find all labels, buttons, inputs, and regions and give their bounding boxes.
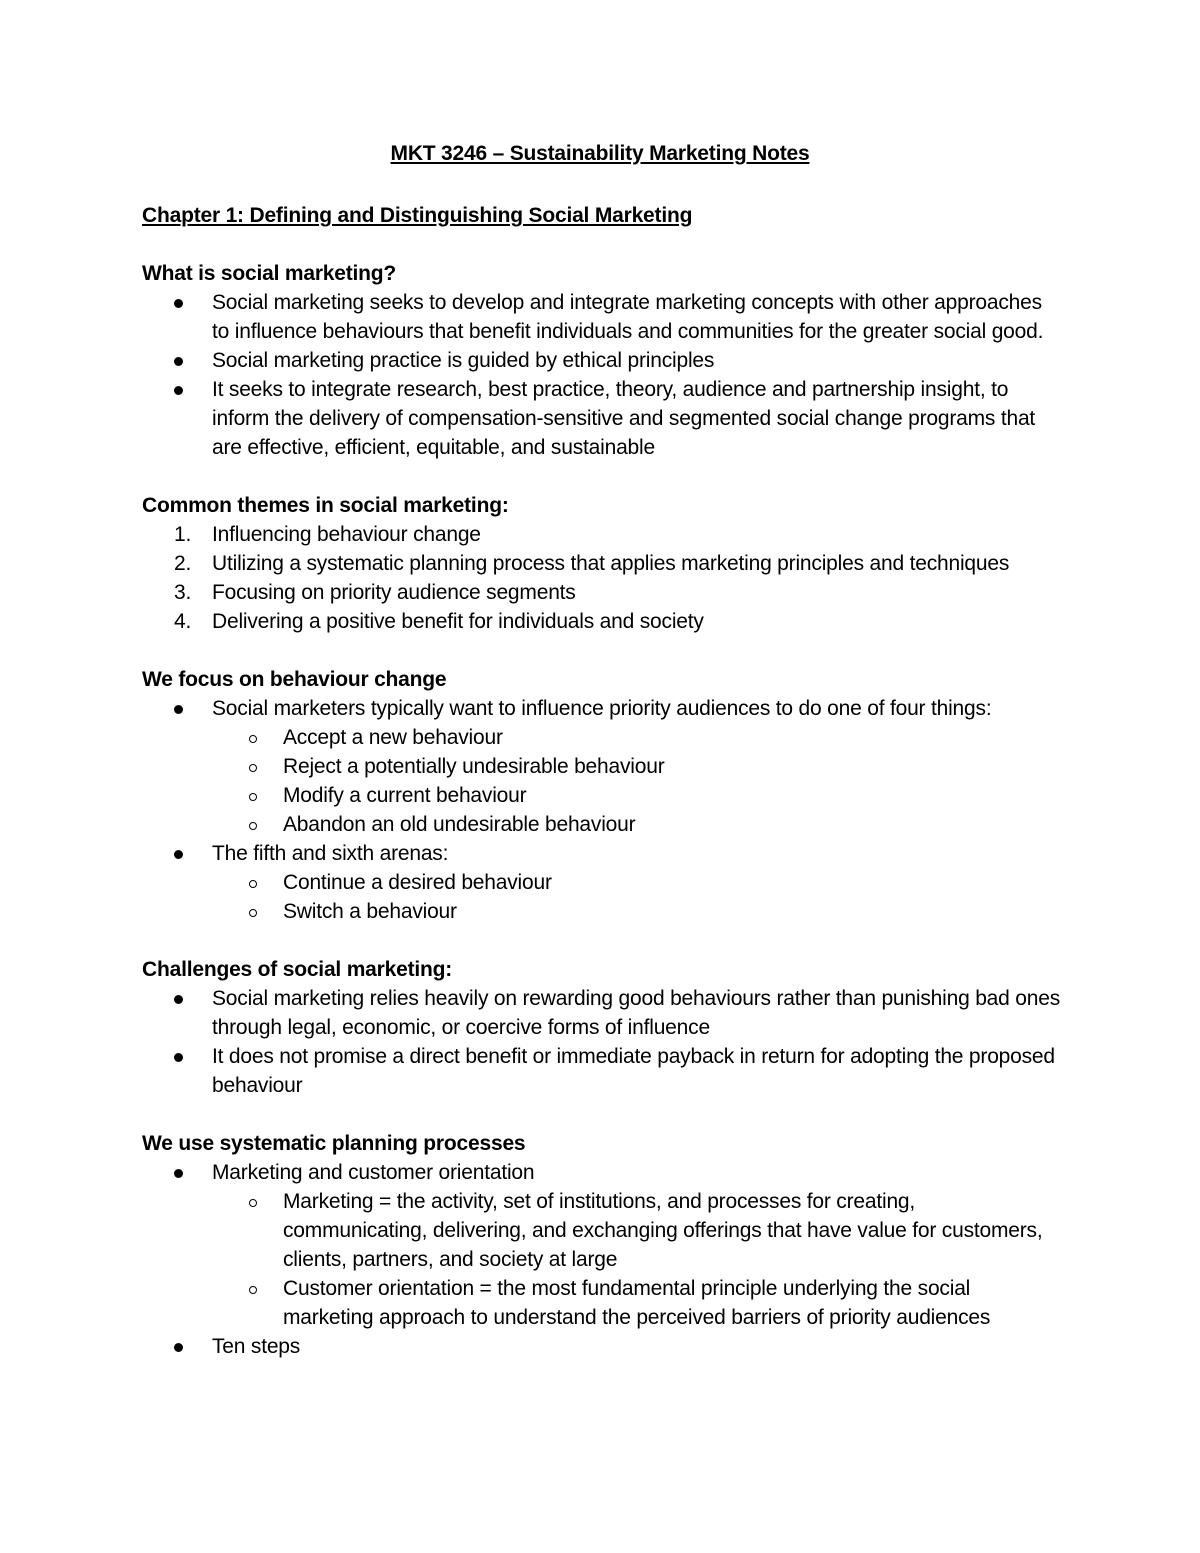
sub-bullet-list (142, 1187, 1062, 1332)
list-item-text: Focusing on priority audience segments (212, 581, 576, 604)
sub-list-item: Customer orientation = the most fundamental principle underlying the social marketing approach to understand the perceived barriers of priority audiences (142, 1274, 1062, 1332)
list-item-text: Social marketers typically want to influence priority audiences to do one of four things: (212, 697, 992, 720)
list-item: It does not promise a direct benefit or immediate payback in return for adopting the proposed behaviour (142, 1042, 1062, 1100)
bullet-list (142, 1158, 1062, 1361)
list-item (142, 694, 1062, 839)
list-number: 3. (174, 581, 192, 604)
list-item (142, 1158, 1062, 1332)
list-number: 1. (174, 523, 192, 546)
list-item-text: Influencing behaviour change (212, 523, 481, 546)
list-item (142, 839, 1062, 926)
list-number: 2. (174, 552, 192, 575)
list-item: Ten steps (142, 1332, 1062, 1361)
document-title: MKT 3246 – Sustainability Marketing Notes (390, 142, 810, 165)
list-item-text: The fifth and sixth arenas: (212, 842, 449, 865)
sub-list-item: Reject a potentially undesirable behaviour (142, 752, 1062, 781)
bullet-list (142, 984, 1062, 1100)
sub-list-item: Accept a new behaviour (142, 723, 1062, 752)
list-item-text: Delivering a positive benefit for individuals and society (212, 610, 704, 633)
numbered-list (142, 520, 1062, 636)
list-item (142, 520, 1062, 549)
list-item-text: Utilizing a systematic planning process that applies marketing principles and techniques (212, 552, 1010, 575)
list-item (142, 549, 1062, 578)
sub-list-item: Modify a current behaviour (142, 781, 1062, 810)
list-item (142, 578, 1062, 607)
section-heading: Challenges of social marketing: (142, 958, 453, 981)
list-item (142, 607, 1062, 636)
section-heading: We focus on behaviour change (142, 668, 447, 691)
chapter-heading: Chapter 1: Defining and Distinguishing Social Marketing (142, 204, 693, 227)
section-heading: What is social marketing? (142, 262, 397, 285)
sub-list-item: Marketing = the activity, set of institutions, and processes for creating, communicating, delivering, and exchanging offerings that have value for customers, clients, partners, and society at large (142, 1187, 1062, 1274)
list-number: 4. (174, 610, 192, 633)
sub-list-item: Switch a behaviour (142, 897, 1062, 926)
section-heading: Common themes in social marketing: (142, 494, 509, 517)
sub-list-item: Abandon an old undesirable behaviour (142, 810, 1062, 839)
bullet-list (142, 694, 1062, 926)
sub-bullet-list (142, 868, 1062, 926)
sub-list-item: Continue a desired behaviour (142, 868, 1062, 897)
section-what-is-social-marketing (142, 259, 1062, 462)
section-planning-processes (142, 1129, 1062, 1361)
list-item-text: Marketing and customer orientation (212, 1161, 535, 1184)
list-item: Social marketing seeks to develop and integrate marketing concepts with other approaches to influence behaviours that benefit individuals and communities for the greater social good. (142, 288, 1062, 346)
section-common-themes (142, 491, 1062, 636)
section-behaviour-change (142, 665, 1062, 926)
document-body (142, 201, 1062, 1390)
section-challenges (142, 955, 1062, 1100)
section-heading: We use systematic planning processes (142, 1132, 526, 1155)
list-item: It seeks to integrate research, best practice, theory, audience and partnership insight, to inform the delivery of compensation-sensitive and segmented social change programs that are effective, efficient, equitable, and sustainable (142, 375, 1062, 462)
list-item: Social marketing relies heavily on rewarding good behaviours rather than punishing bad ones through legal, economic, or coercive forms of influence (142, 984, 1062, 1042)
sub-bullet-list (142, 723, 1062, 839)
bullet-list (142, 288, 1062, 462)
list-item: Social marketing practice is guided by ethical principles (142, 346, 1062, 375)
